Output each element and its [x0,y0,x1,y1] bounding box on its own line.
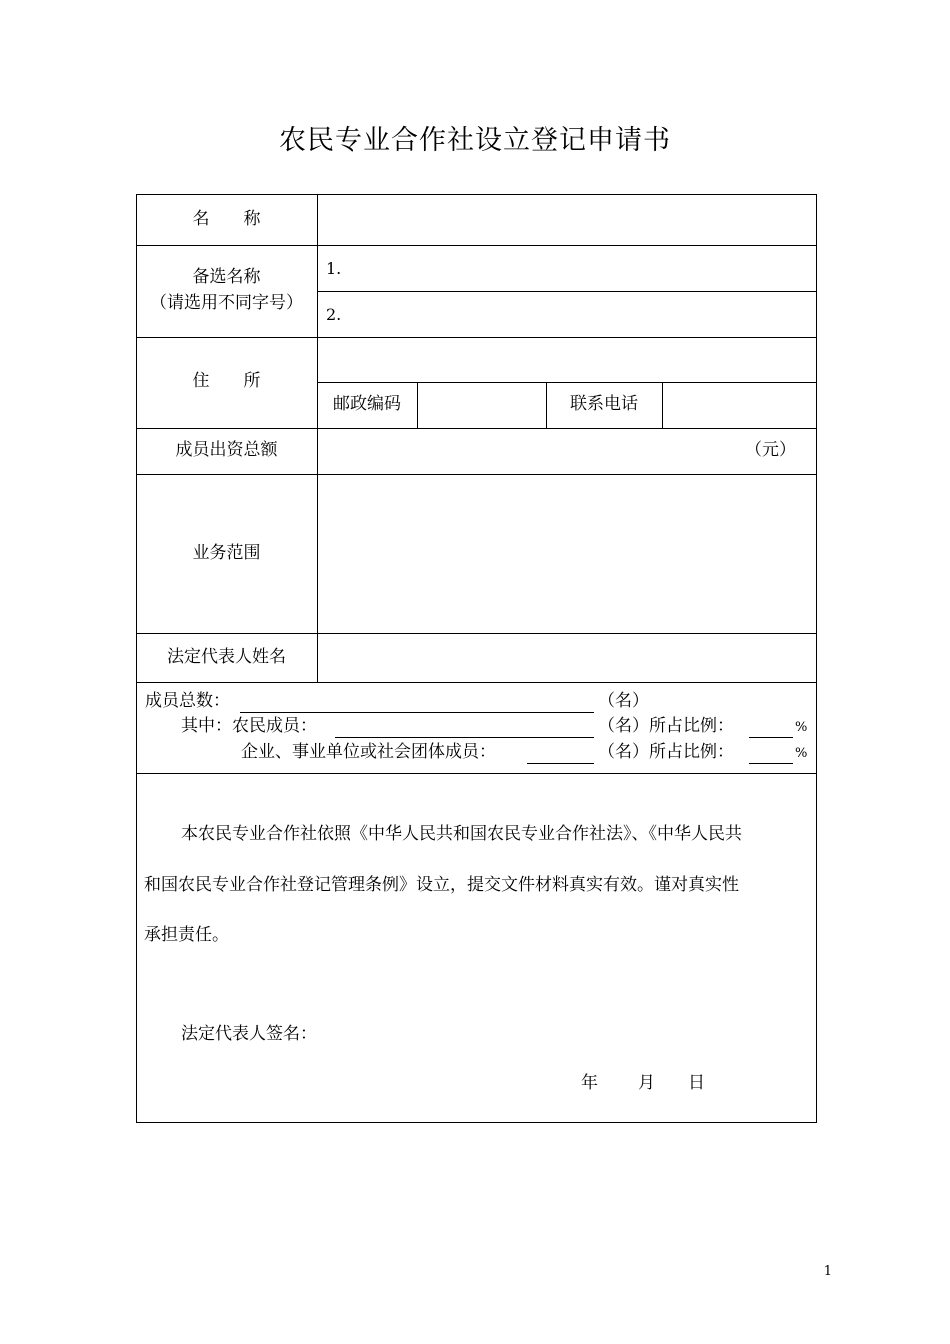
business-scope-field[interactable] [318,475,816,633]
row-divider [136,245,817,246]
name-field[interactable] [318,195,816,245]
org-ratio-blank[interactable] [749,763,793,764]
alt-name-2-field[interactable] [345,293,815,336]
org-members-label: 企业、事业单位或社会团体成员： [241,742,496,762]
legal-rep-label: 法定代表人姓名 [167,647,286,667]
name-label: 名 称 [192,209,261,229]
declaration-line-3: 承担责任。 [144,925,229,945]
signature-field[interactable] [330,1018,630,1048]
org-members-blank[interactable] [527,763,594,764]
row-divider [136,682,817,683]
postcode-field[interactable] [418,383,546,428]
capital-field[interactable] [318,429,738,474]
row-divider [317,291,817,292]
alt-name-label: 备选名称 [192,267,261,287]
document-title: 农民专业合作社设立登记申请书 [279,125,671,156]
org-ratio-percent: % [795,746,808,761]
alt-name-note: （请选用不同字号） [150,293,303,313]
declaration-line-2: 和国农民专业合作社登记管理条例》设立，提交文件材料真实有效。谨对真实性 [144,875,739,895]
farmer-members-unit: （名）所占比例： [598,716,734,736]
members-total-label: 成员总数： [145,691,230,711]
org-members-unit: （名）所占比例： [598,742,734,762]
signature-label: 法定代表人签名： [181,1024,317,1044]
farmer-members-label: 其中：农民成员： [181,716,317,736]
members-total-unit: （名） [598,691,649,711]
capital-label: 成员出资总额 [175,440,278,460]
address-label: 住 所 [192,371,261,391]
alt-name-1-field[interactable] [345,247,815,290]
capital-unit: （元） [745,440,796,460]
address-field[interactable] [318,338,816,382]
business-scope-label: 业务范围 [192,543,261,563]
alt-name-1-number: 1. [326,259,342,278]
legal-rep-field[interactable] [318,634,816,682]
postcode-label: 邮政编码 [333,394,401,414]
date-month-label: 月 [638,1073,655,1093]
members-total-blank[interactable] [240,712,594,713]
date-year-label: 年 [581,1073,598,1093]
farmer-ratio-blank[interactable] [749,737,793,738]
phone-label: 联系电话 [570,394,638,414]
date-day-label: 日 [688,1073,705,1093]
farmer-ratio-percent: % [795,720,808,735]
page-number: 1 [823,1264,832,1279]
farmer-members-blank[interactable] [335,737,594,738]
row-divider [136,773,817,774]
phone-field[interactable] [663,383,816,428]
alt-name-2-number: 2. [326,305,342,324]
declaration-line-1: 本农民专业合作社依照《中华人民共和国农民专业合作社法》、《中华人民共 [181,824,742,844]
